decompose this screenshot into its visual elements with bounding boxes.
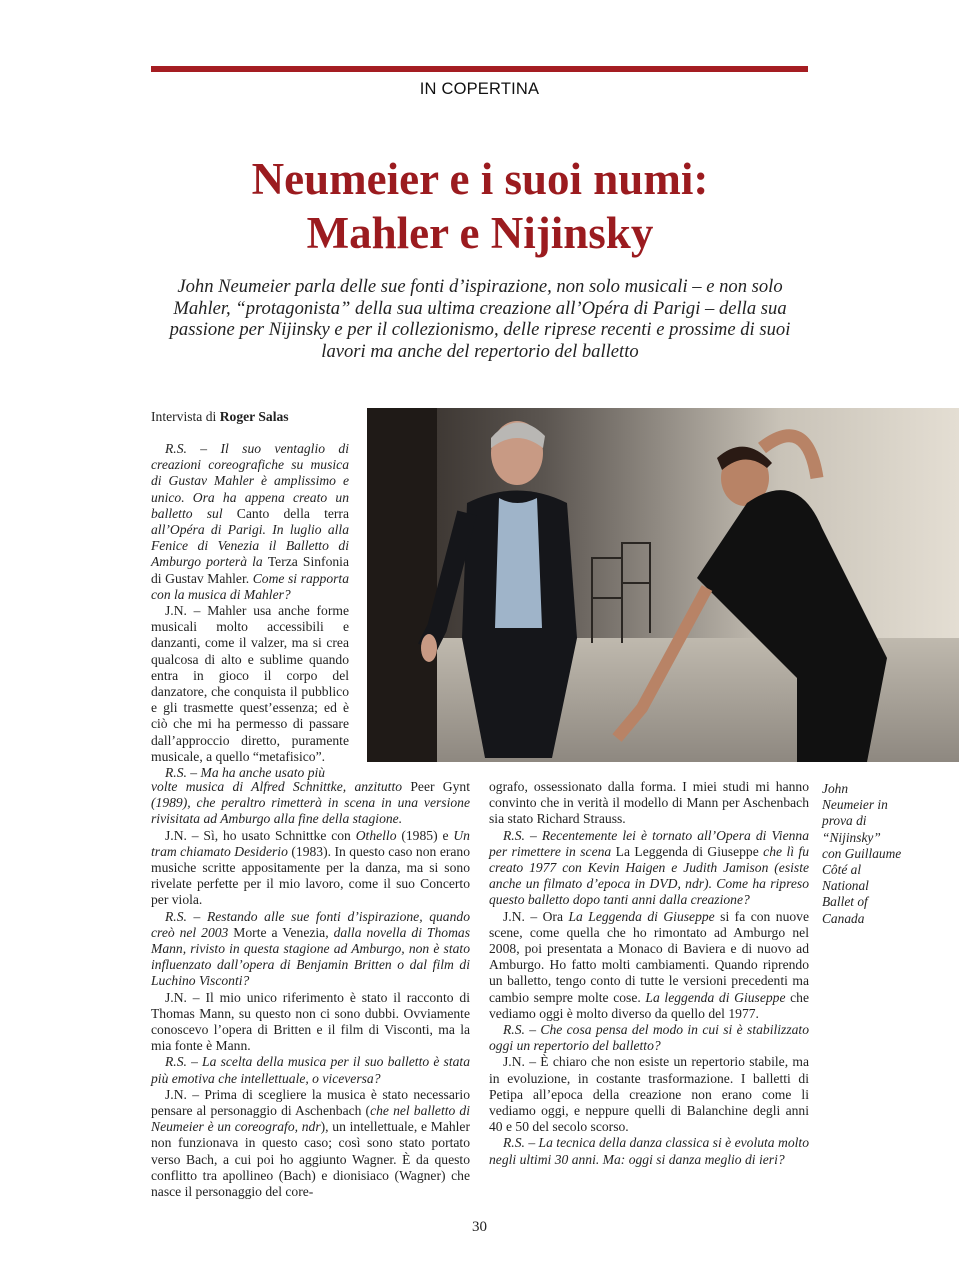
- text-run: (1983). In questo caso non erano musiche scritte appositamente per la danza, ma si sono rivelate perfette per il mio lavoro, come il suo Concerto per viola.: [151, 843, 471, 908]
- italic-text: R.S. – Ma ha anche usato più: [165, 765, 326, 781]
- paragraph: [151, 1087, 470, 1200]
- italic-text: volte musica di Alfred Schnittke, anzitutto: [151, 779, 411, 794]
- italic-text: che nel balletto di Neumeier è un coreografo, ndr: [151, 1103, 470, 1135]
- paragraph: [489, 828, 809, 909]
- rehearsal-photo: [367, 408, 959, 762]
- italic-text: all’Opéra di Parigi. In luglio alla Fenice di Venezia il Balletto di Amburgo porterà la: [151, 522, 349, 570]
- text-run: J.N. – Prima di scegliere la musica è stato necessario pensare al personaggio di Aschenbach (: [151, 1086, 470, 1119]
- italic-text: Othello: [355, 827, 397, 843]
- italic-text: R.S. – La scelta della musica per il suo balletto è stata più emotiva che intellettuale, o viceversa?: [151, 1054, 470, 1086]
- paragraph: [151, 1054, 470, 1086]
- italic-text: Un tram chiamato Desiderio: [151, 827, 470, 859]
- paragraph: [151, 828, 470, 909]
- paragraph: [151, 603, 349, 765]
- text-run: ografo, ossessionato dalla forma. I miei studi mi hanno convinto che in verità il modello di Mann per Aschenbach sia stato Richard Strauss.: [489, 779, 809, 827]
- text-run: J.N. – Il mio unico riferimento è stato il racconto di Thomas Mann, su questo non ci sono dubbi. Ovviamente conoscevo l’opera di Britten e il film di Visconti, ma la mia fonte è Mann.: [151, 989, 470, 1054]
- text-run: (1985) e: [396, 827, 454, 843]
- paragraph: [151, 779, 470, 828]
- text-run: Morte a Venezia: [233, 924, 326, 940]
- text-run: J.N. – È chiaro che non esiste un repertorio stabile, ma in evoluzione, in costante trasformazione. I balletti di Petipa all’epoca della creazione non erano come li vediamo oggi, e neppure quelli di Balanchine degli anni 40 e 50 del secolo scorso.: [489, 1054, 809, 1135]
- paragraph: [489, 1054, 809, 1135]
- italic-text: , dalla novella di Thomas Mann, rivisto in questa stagione ad Amburgo, non è stato influenzato dall’opera di Benjamin Britten o dal film di Luchino Visconti?: [151, 924, 470, 989]
- italic-text: R.S. – Che cosa pensa del modo in cui si è stabilizzato oggi un repertorio del balletto?: [489, 1022, 809, 1054]
- text-run: ), un intellettuale, e Mahler non funzionava in questo caso; così sono stato portato verso Bach, a cui poi ho aggiunto Wagner. È da questo conflitto tra apollineo (Bach) e dionisiaco (Wagner) che nasce il personaggio del core-: [151, 1119, 470, 1200]
- italic-text: La Leggenda di Giuseppe: [568, 908, 715, 924]
- paragraph: [151, 990, 470, 1055]
- italic-text: R.S. – Restando alle sue fonti d’ispirazione, quando creò nel 2003: [151, 908, 470, 940]
- italic-text: R.S. – Recentemente lei è tornato all’Opera di Vienna per rimettere in scena: [489, 827, 809, 859]
- page-number: 30: [472, 1219, 487, 1235]
- byline: [151, 409, 289, 425]
- column-middle: [489, 779, 809, 1168]
- header-rule: [151, 66, 808, 72]
- paragraph: [489, 909, 809, 1022]
- paragraph: [489, 1135, 809, 1167]
- column-narrow: [151, 441, 349, 781]
- text-run: J.N. – Sì, ho usato Schnittke con: [165, 827, 356, 843]
- byline-author: Roger Salas: [219, 409, 289, 424]
- article-subtitle: John Neumeier parla delle sue fonti d’ispirazione, non solo musicali – e non solo Mahler, “protagonista” della sua ultima creazione all’Opéra di Parigi – della sua passione per Nijinsky e per il collezionismo, delle riprese recenti e prossime di suoi lavori ma anche del repertorio del balletto: [169, 276, 791, 362]
- paragraph: [489, 779, 809, 828]
- paragraph: [151, 909, 470, 990]
- byline-prefix: Intervista di: [151, 409, 220, 424]
- text-run: Peer Gynt: [410, 779, 470, 794]
- italic-text: (1989), che peraltro rimetterà in scena in una versione rivisitata ad Amburgo alla fine della stagione.: [151, 795, 470, 827]
- title-line-2: Mahler e Nijinsky: [306, 208, 654, 258]
- article-title: [120, 152, 840, 260]
- title-line-1: Neumeier e i suoi numi:: [251, 154, 709, 204]
- photo-caption: John Neumeier in prova di “Nijinsky” con Guillaume Côté al National Ballet of Canada: [822, 781, 902, 926]
- italic-text: che lì fu creato 1977 con Kevin Haigen e Judith Jamison (esiste anche un filmato d’epoca in DVD, ndr). Come ha ripreso questo balletto dopo tanti anni dalla creazione?: [489, 843, 809, 908]
- paragraph: [489, 1022, 809, 1054]
- paragraph: [151, 441, 349, 603]
- text-run: Terza Sinfonia di Gustav Mahler.: [151, 554, 349, 586]
- section-label: IN COPERTINA: [419, 80, 540, 98]
- text-run: J.N. – Ora: [503, 908, 569, 924]
- text-run: Canto della terra: [236, 505, 349, 521]
- text-run: La Leggenda di Giuseppe: [615, 843, 759, 859]
- italic-text: Come si rapporta con la musica di Mahler?: [151, 570, 349, 602]
- italic-text: La leggenda di Giuseppe: [645, 989, 786, 1005]
- photo-illustration: [367, 408, 959, 762]
- italic-text: R.S. – La tecnica della danza classica si è evoluta molto negli ultimi 30 anni. Ma: oggi si danza meglio di ieri?: [489, 1135, 809, 1167]
- column-left: [151, 779, 470, 1200]
- text-run: J.N. – Mahler usa anche forme musicali molto accessibili e danzanti, come il valzer, ma si crea qualcosa di alto e sublime quando entra in gioco il corpo del danzatore, che conquista il pubblico e gli trasmette quest’essenza; ed è ciò che mi ha permesso di passare dall’approccio diretto, puramente musicale, a quello “metafisico”.: [151, 603, 349, 764]
- text-run: si fa con nuove scene, come quella che ho rimontato ad Amburgo nel 2008, poi presentata a Monaco di Baviera e di nuovo ad Amburgo. Ho fatto molti cambiamenti. Quando riprendo un balletto, tengo conto di tutte le versioni precedenti ma cambio sempre molte cose.: [489, 908, 809, 1005]
- italic-text: R.S. – Il suo ventaglio di creazioni coreografiche su musica di Gustav Mahler è amplissimo e unico. Ora ha appena creato un balletto sul: [151, 441, 349, 521]
- text-run: che vediamo oggi è molto diverso da quello del 1977.: [489, 989, 810, 1021]
